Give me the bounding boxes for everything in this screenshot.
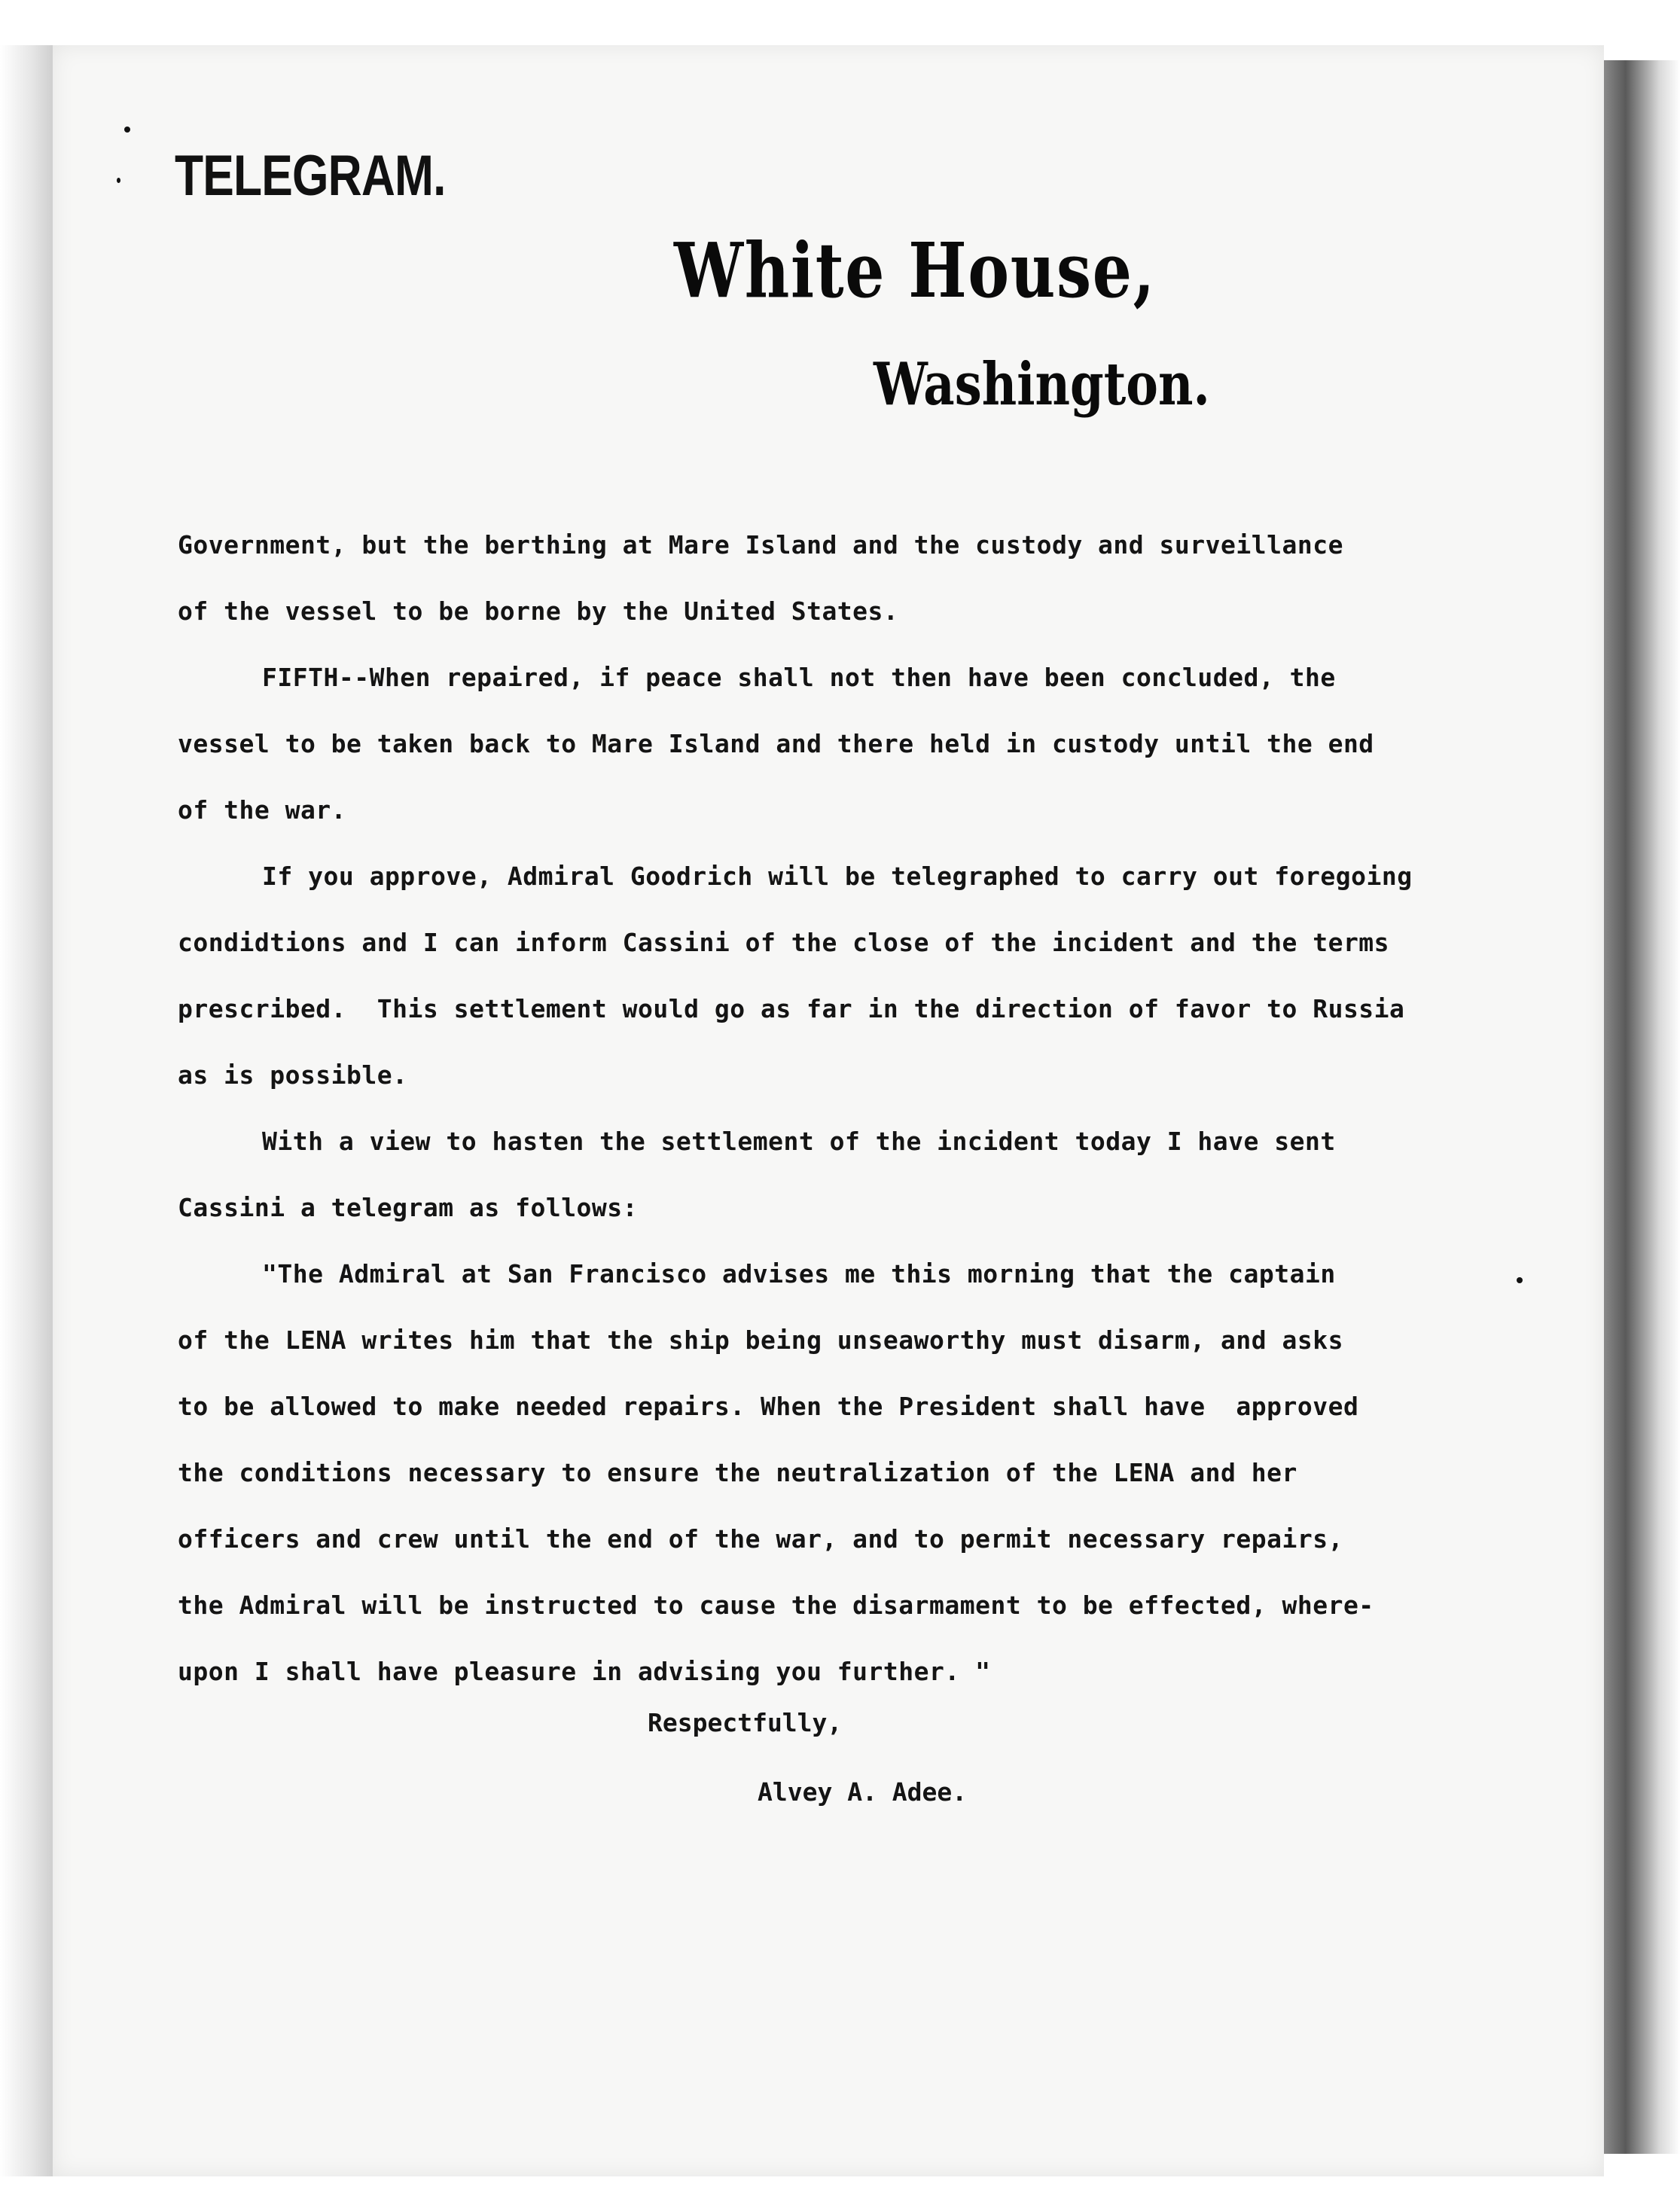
body-line: condidtions and I can inform Cassini of the close of the incident and the terms <box>178 928 1390 957</box>
scan-right-edge <box>1596 60 1680 2154</box>
letter-body <box>178 512 1458 1705</box>
ink-speck <box>117 178 120 183</box>
body-line: "The Admiral at San Francisco advises me this morning that the captain <box>262 1259 1336 1289</box>
body-line: officers and crew until the end of the war, and to permit necessary repairs, <box>178 1524 1343 1554</box>
body-line: of the LENA writes him that the ship being unseaworthy must disarm, and asks <box>178 1325 1343 1355</box>
body-line: as is possible. <box>178 1060 408 1090</box>
telegram-heading: TELEGRAM. <box>175 144 446 208</box>
ink-speck <box>124 127 130 133</box>
body-line: to be allowed to make needed repairs. When the President shall have approved <box>178 1392 1359 1421</box>
body-line: upon I shall have pleasure in advising you further. " <box>178 1657 991 1686</box>
letterhead-washington: Washington. <box>874 350 1210 419</box>
signature-name: Alvey A. Adee. <box>758 1777 968 1807</box>
body-line: the conditions necessary to ensure the neutralization of the LENA and her <box>178 1458 1297 1487</box>
body-line: of the war. <box>178 795 347 825</box>
scan-left-edge <box>0 45 53 2176</box>
body-line: prescribed. This settlement would go as far in the direction of favor to Russia <box>178 994 1405 1023</box>
body-line: If you approve, Admiral Goodrich will be telegraphed to carry out foregoing <box>262 862 1413 891</box>
body-line: vessel to be taken back to Mare Island and there held in custody until the end <box>178 729 1374 758</box>
body-line: of the vessel to be borne by the United States. <box>178 596 899 626</box>
closing-salutation: Respectfully, <box>648 1708 843 1737</box>
ink-speck <box>1517 1277 1523 1283</box>
body-line: the Admiral will be instructed to cause the disarmament to be effected, where- <box>178 1591 1374 1620</box>
body-line: Cassini a telegram as follows: <box>178 1193 639 1222</box>
letterhead-white-house: White House, <box>674 226 1156 315</box>
body-line: FIFTH--When repaired, if peace shall not then have been concluded, the <box>262 663 1336 692</box>
body-line: Government, but the berthing at Mare Island and the custody and surveillance <box>178 530 1343 560</box>
body-line: With a view to hasten the settlement of the incident today I have sent <box>262 1127 1336 1156</box>
